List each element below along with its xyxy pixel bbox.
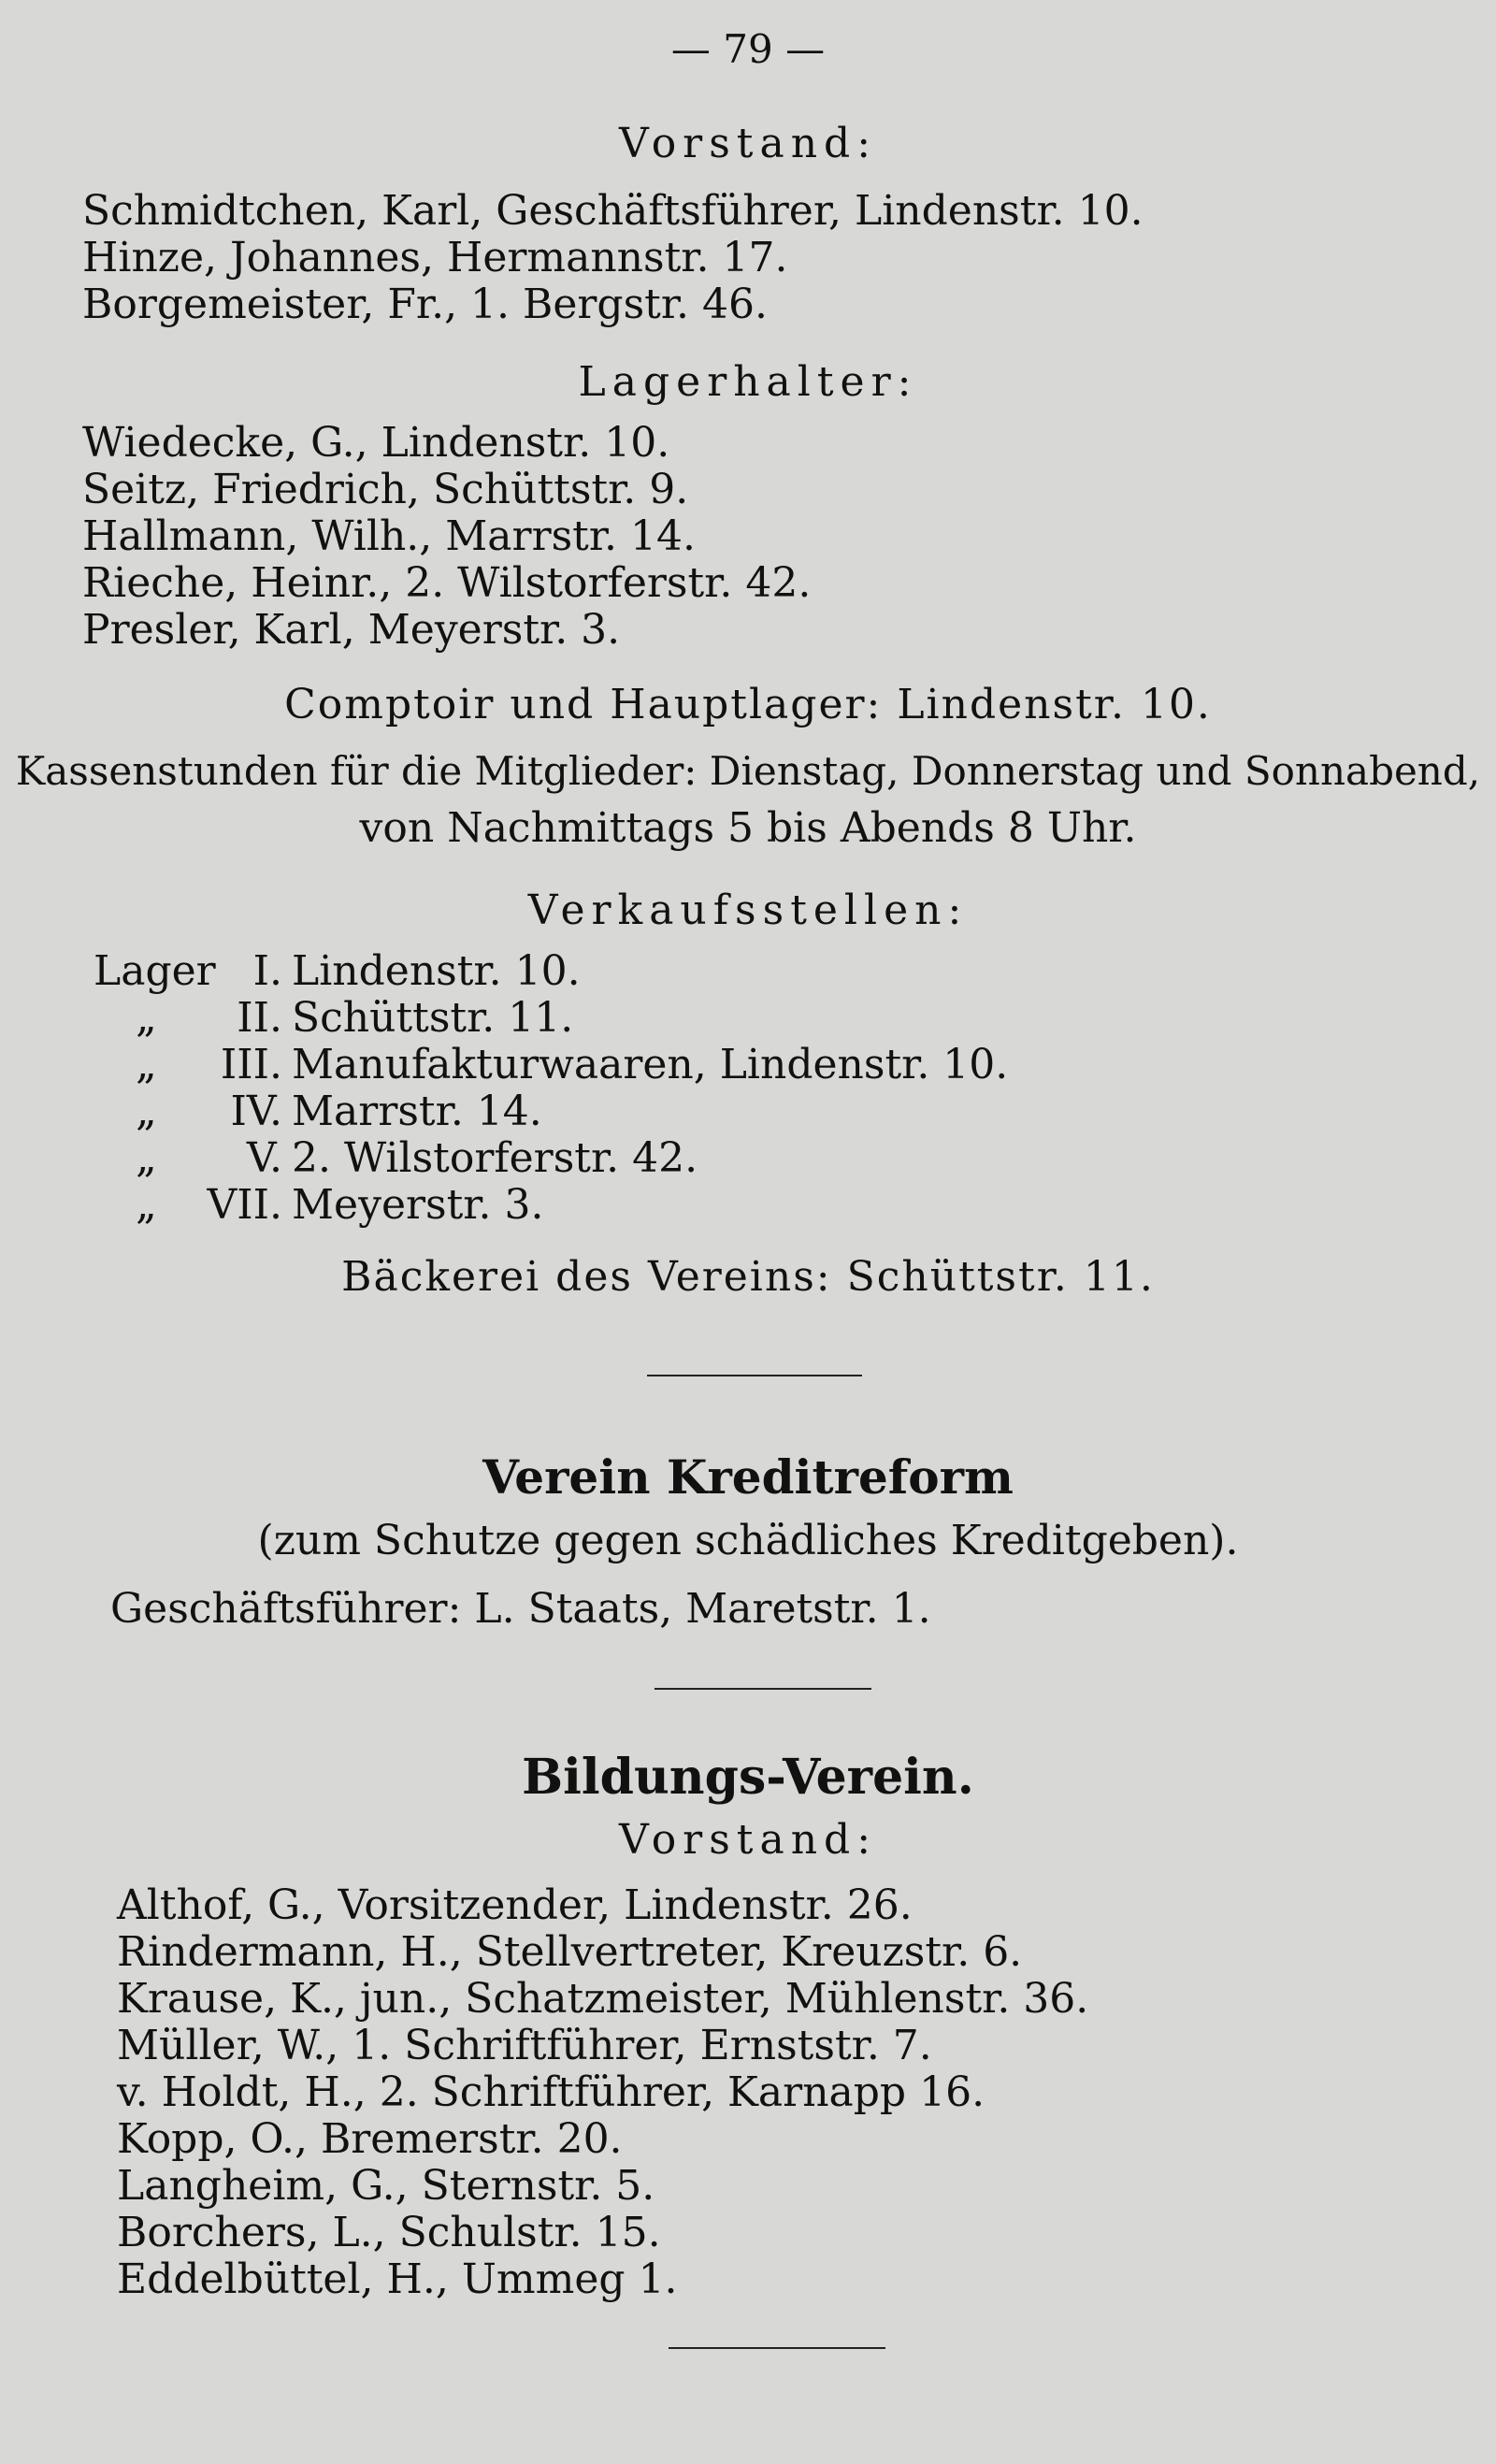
verkaufsstelle-prefix: „ bbox=[136, 994, 157, 1042]
section-divider bbox=[669, 2347, 885, 2349]
section-divider bbox=[654, 1688, 871, 1690]
bildungsverein-entry: Müller, W., 1. Schriftführer, Ernststr. 7. bbox=[117, 2022, 932, 2069]
bildungsverein-entry: v. Holdt, H., 2. Schriftführer, Karnapp 16. bbox=[117, 2068, 985, 2116]
bildungsverein-entry: Langheim, G., Sternstr. 5. bbox=[117, 2162, 655, 2210]
bildungsverein-vorstand-heading: Vorstand: bbox=[618, 1816, 878, 1864]
verkaufsstelle-number: I. bbox=[252, 947, 282, 995]
verkaufsstelle-number: IV. bbox=[230, 1088, 282, 1135]
vorstand-entry: Borgemeister, Fr., 1. Bergstr. 46. bbox=[82, 281, 769, 328]
kreditreform-title: Verein Kreditreform bbox=[482, 1449, 1014, 1505]
bildungsverein-entry: Eddelbüttel, H., Ummeg 1. bbox=[117, 2255, 678, 2303]
lagerhalter-heading: Lagerhalter: bbox=[578, 358, 918, 406]
lagerhalter-entry: Rieche, Heinr., 2. Wilstorferstr. 42. bbox=[82, 559, 812, 607]
verkaufsstelle-prefix: Lager bbox=[94, 947, 216, 995]
bildungsverein-entry: Kopp, O., Bremerstr. 20. bbox=[117, 2115, 623, 2163]
lagerhalter-entry: Wiedecke, G., Lindenstr. 10. bbox=[82, 419, 670, 467]
vorstand-entry: Hinze, Johannes, Hermannstr. 17. bbox=[82, 234, 788, 281]
baeckerei-line: Bäckerei des Vereins: Schüttstr. 11. bbox=[341, 1253, 1155, 1301]
verkaufsstelle-number: VII. bbox=[207, 1181, 282, 1229]
verkaufsstelle-address: Lindenstr. 10. bbox=[292, 947, 581, 995]
page-number: — 79 — bbox=[670, 26, 826, 72]
verkaufsstellen-heading: Verkaufsstellen: bbox=[527, 886, 969, 934]
kreditreform-subtitle: (zum Schutze gegen schädliches Kreditgeben). bbox=[257, 1517, 1239, 1564]
kassenstunden-line: Kassenstunden für die Mitglieder: Dienstag, Donnerstag und Sonnabend, bbox=[15, 748, 1481, 794]
verkaufsstelle-number: V. bbox=[246, 1134, 282, 1182]
verkaufsstelle-address: Marrstr. 14. bbox=[292, 1088, 542, 1135]
verkaufsstelle-number: II. bbox=[237, 994, 282, 1042]
bildungsverein-entry: Rindermann, H., Stellvertreter, Kreuzstr. 6. bbox=[117, 1928, 1023, 1976]
lagerhalter-entry: Presler, Karl, Meyerstr. 3. bbox=[82, 606, 621, 654]
lagerhalter-entry: Seitz, Friedrich, Schüttstr. 9. bbox=[82, 466, 689, 513]
verkaufsstelle-address: Schüttstr. 11. bbox=[292, 994, 574, 1042]
verkaufsstelle-prefix: „ bbox=[136, 1088, 157, 1135]
bildungsverein-entry: Krause, K., jun., Schatzmeister, Mühlenstr. 36. bbox=[117, 1975, 1089, 2023]
verkaufsstelle-address: 2. Wilstorferstr. 42. bbox=[292, 1134, 698, 1182]
kassenstunden-line: von Nachmittags 5 bis Abends 8 Uhr. bbox=[359, 804, 1137, 852]
verkaufsstelle-number: III. bbox=[220, 1041, 282, 1088]
lagerhalter-entry: Hallmann, Wilh., Marrstr. 14. bbox=[82, 512, 697, 560]
bildungsverein-entry: Borchers, L., Schulstr. 15. bbox=[117, 2209, 661, 2256]
section-divider bbox=[647, 1375, 862, 1376]
bildungsverein-title: Bildungs-Verein. bbox=[522, 1749, 974, 1806]
vorstand-heading: Vorstand: bbox=[618, 120, 878, 167]
vorstand-entry: Schmidtchen, Karl, Geschäftsführer, Lindenstr. 10. bbox=[82, 187, 1144, 235]
verkaufsstelle-address: Manufakturwaaren, Lindenstr. 10. bbox=[292, 1041, 1009, 1088]
bildungsverein-entry: Althof, G., Vorsitzender, Lindenstr. 26. bbox=[117, 1881, 913, 1929]
verkaufsstelle-prefix: „ bbox=[136, 1134, 157, 1182]
verkaufsstelle-prefix: „ bbox=[136, 1181, 157, 1229]
verkaufsstelle-prefix: „ bbox=[136, 1041, 157, 1088]
comptoir-line: Comptoir und Hauptlager: Lindenstr. 10. bbox=[284, 681, 1212, 728]
kreditreform-leader: Geschäftsführer: L. Staats, Maretstr. 1. bbox=[110, 1585, 931, 1633]
verkaufsstelle-address: Meyerstr. 3. bbox=[292, 1181, 544, 1229]
